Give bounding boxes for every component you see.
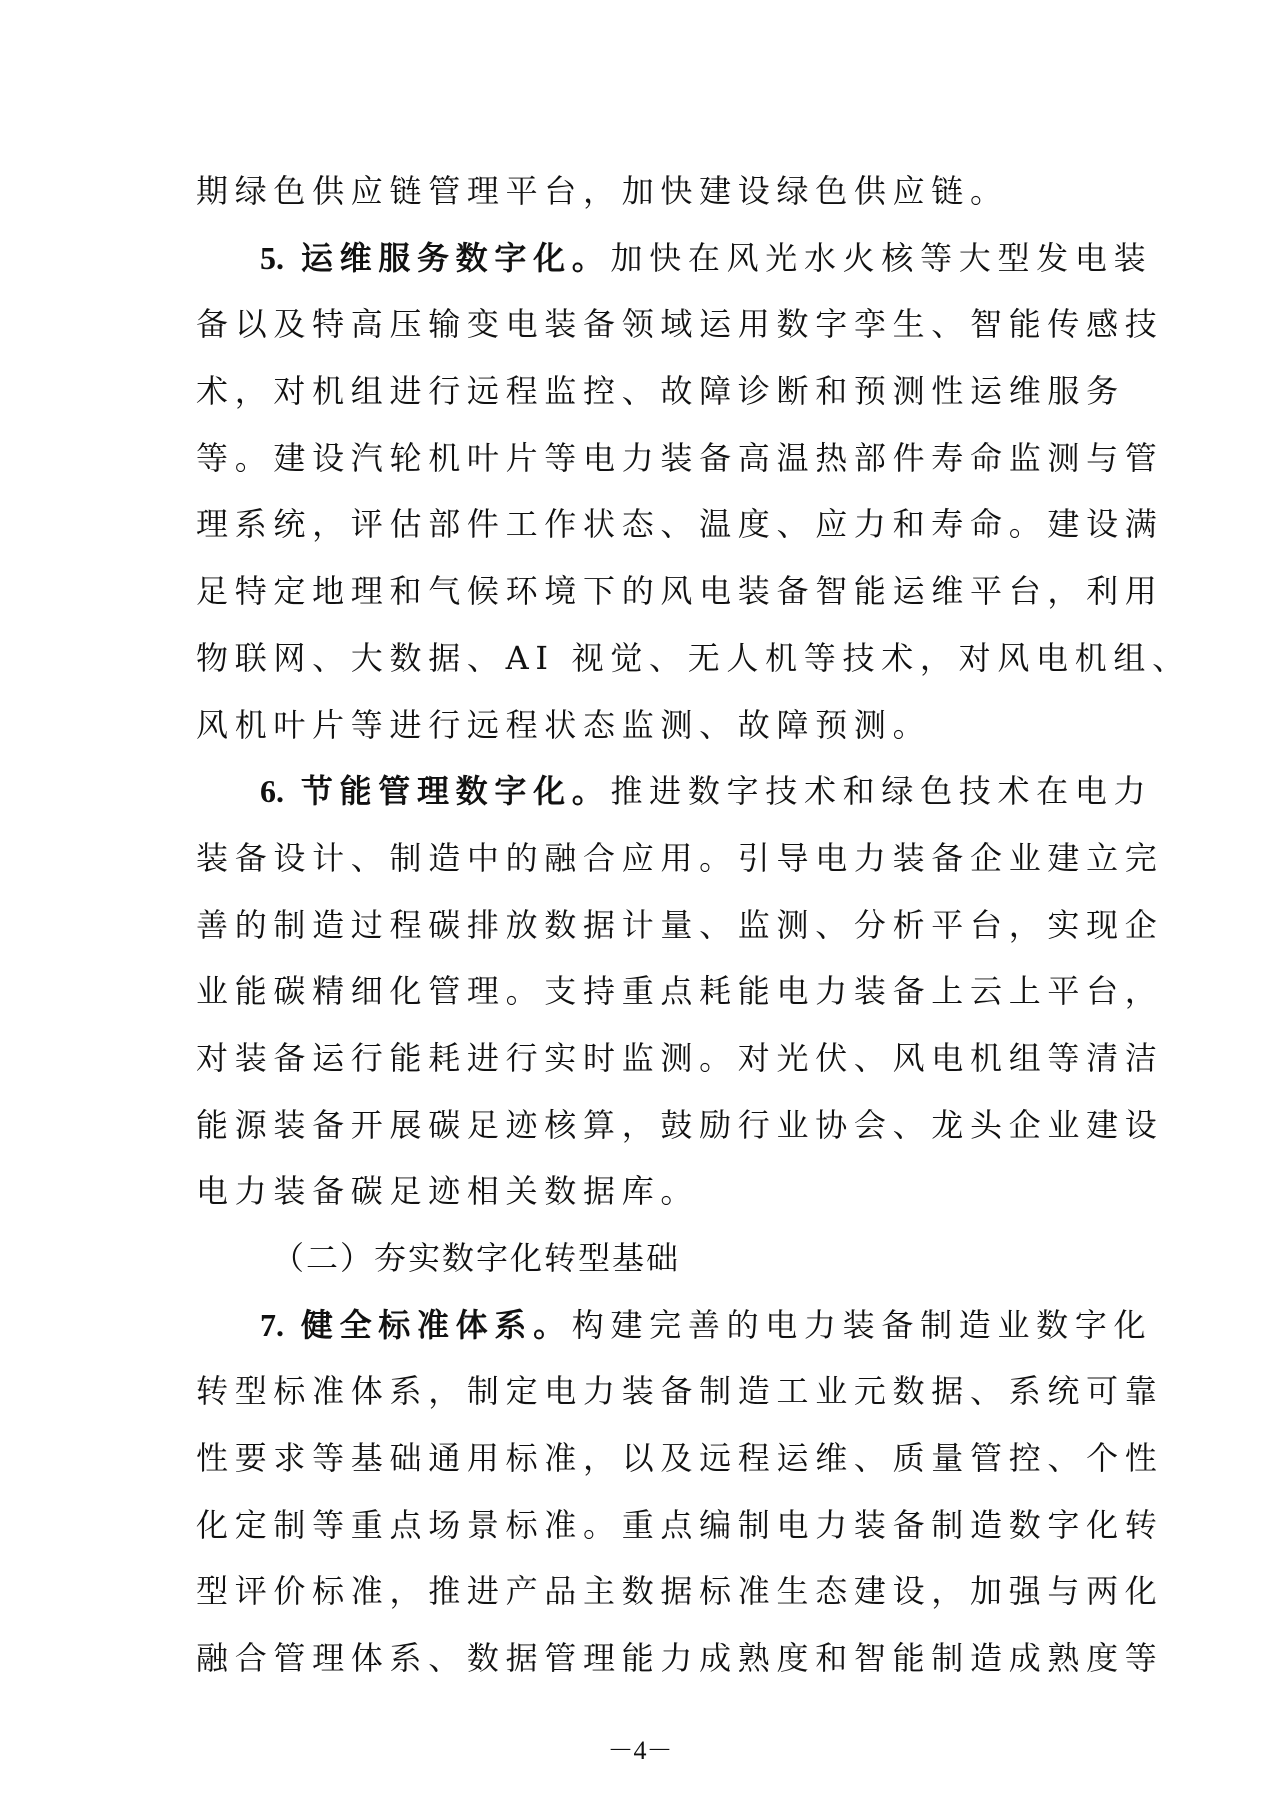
text-line: 术，对机组进行远程监控、故障诊断和预测性运维服务 [196,372,1125,411]
item-text: 加快在风光水火核等大型发电装 [610,238,1153,277]
text-line: 物联网、大数据、AI 视觉、无人机等技术，对风电机组、 [196,638,1191,677]
item-heading: 健全标准体系。 [300,1305,572,1344]
item-text: 构建完善的电力装备制造业数字化 [571,1305,1153,1344]
text-line: 足特定地理和气候环境下的风电装备智能运维平台，利用 [196,572,1164,611]
text-line: 期绿色供应链管理平台，加快建设绿色供应链。 [196,172,1009,210]
text-line: 融合管理体系、数据管理能力成熟度和智能制造成熟度等 [196,1639,1164,1678]
text-line: 风机叶片等进行远程状态监测、故障预测。 [196,705,932,744]
section-heading: （二）夯实数字化转型基础 [272,1239,681,1277]
text-line: 能源装备开展碳足迹核算，鼓励行业协会、龙头企业建设 [196,1105,1164,1144]
item-text: 推进数字技术和绿色技术在电力 [610,772,1153,811]
paragraph-6-first-line [196,758,1153,825]
paragraph-5-first-line [196,225,1153,292]
item-heading: 运维服务数字化。 [300,238,611,277]
text-line: 电力装备碳足迹相关数据库。 [196,1172,700,1211]
page-number: －4－ [607,1736,673,1765]
paragraph-7-first-line [196,1292,1153,1359]
item-number: 7. [260,1306,284,1343]
item-number: 5. [260,239,284,276]
text-line: 装备设计、制造中的融合应用。引导电力装备企业建立完 [196,838,1164,877]
body-text [196,158,1191,1692]
text-line: 备以及特高压输变电装备领域运用数字孪生、智能传感技 [196,305,1164,344]
item-number: 6. [260,773,284,810]
text-line: 业能碳精细化管理。支持重点耗能电力装备上云上平台， [196,972,1164,1011]
text-line: 化定制等重点场景标准。重点编制电力装备制造数字化转 [196,1505,1164,1544]
text-line: 型评价标准，推进产品主数据标准生态建设，加强与两化 [196,1572,1164,1611]
text-line: 转型标准体系，制定电力装备制造工业元数据、系统可靠 [196,1372,1164,1411]
text-line: 对装备运行能耗进行实时监测。对光伏、风电机组等清洁 [196,1038,1164,1077]
item-heading: 节能管理数字化。 [300,772,611,811]
text-line: 性要求等基础通用标准，以及远程运维、质量管控、个性 [196,1439,1164,1478]
text-line: 善的制造过程碳排放数据计量、监测、分析平台，实现企 [196,905,1164,944]
text-line: 理系统，评估部件工作状态、温度、应力和寿命。建设满 [196,505,1164,544]
text-line: 等。建设汽轮机叶片等电力装备高温热部件寿命监测与管 [196,438,1164,477]
